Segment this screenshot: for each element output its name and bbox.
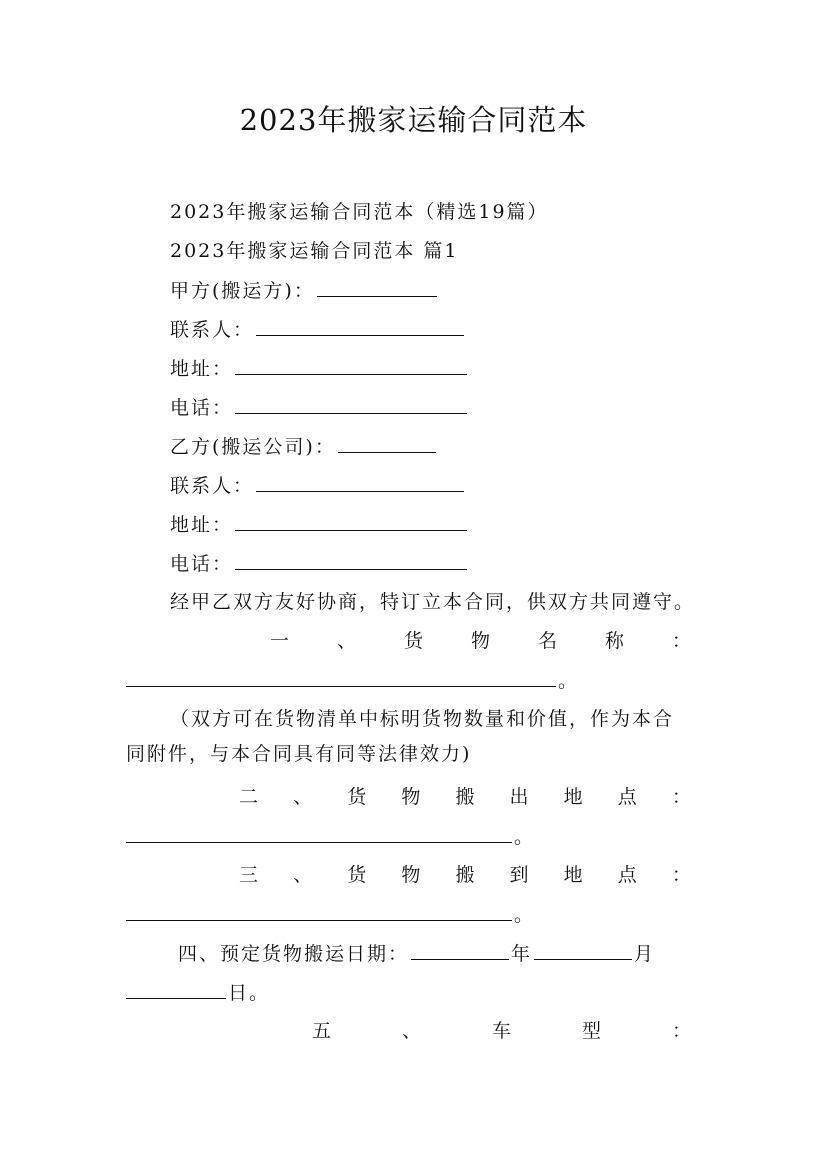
party-b-label: 乙方(搬运公司)： [170,436,336,458]
clause-5-char: 、 [401,1020,421,1042]
clause-2-char: 二 [239,786,259,808]
document-subtitle: 2023年搬家运输合同范本（精选19篇） [170,201,549,223]
clause-2-heading [126,783,691,811]
clause-3-blank [126,900,512,921]
clause-2-char: 、 [293,786,313,808]
document-title: 2023年搬家运输合同范本 [239,103,588,137]
party-b-address-label: 地址： [170,514,234,536]
clause-3-char: 到 [509,864,529,886]
clause-4-line [178,939,655,968]
clause-4-day: 日。 [228,982,271,1004]
clause-1-char: 名 [537,630,557,652]
party-b-address-blank [235,510,467,531]
party-a-label: 甲方(搬运方)： [170,280,315,302]
clause-3-end: 。 [514,904,536,926]
party-a-address-line [170,354,469,383]
party-a-contact-label: 联系人： [170,319,255,341]
clause-1-char: 一 [270,630,290,652]
clause-1-note-line-1: （双方可在货物清单中标明货物数量和价值，作为本合 [170,708,675,730]
party-a-line [170,276,439,305]
party-b-contact-blank [256,471,464,492]
clause-4-year: 年 [511,943,533,965]
party-b-blank [338,432,436,453]
clause-3-char: 地 [563,864,583,886]
clause-2-char: 点 [617,786,637,808]
party-b-phone-line [170,549,469,578]
clause-4-year-blank [411,939,509,960]
clause-4-day-blank [126,978,226,999]
party-a-contact-line [170,315,466,344]
party-b-contact-label: 联系人： [170,475,255,497]
clause-3-char: 、 [293,864,313,886]
clause-1-char: 货 [403,630,423,652]
clause-3-char: 物 [401,864,421,886]
clause-2-char: 出 [509,786,529,808]
clause-1-char: 称 [604,630,624,652]
clause-2-char: 搬 [455,786,475,808]
clause-4-label: 四、预定货物搬运日期： [178,943,410,965]
section-heading: 2023年搬家运输合同范本 篇1 [170,240,459,262]
party-b-line [170,432,438,461]
clause-1-blank [126,666,556,687]
clause-1-end: 。 [558,670,580,692]
clause-3-heading [126,861,691,889]
clause-4-month-blank [534,939,632,960]
party-a-blank [317,276,437,297]
clause-5-char: 车 [491,1020,511,1042]
party-b-contact-line [170,471,466,500]
party-a-phone-blank [235,393,467,414]
clause-1-char: ： [671,630,691,652]
clause-4-day-line [126,978,270,1007]
clause-1-blank-line [126,666,579,695]
clause-3-char: 点 [617,864,637,886]
party-b-phone-blank [235,549,467,570]
clause-5-char: 五 [312,1020,332,1042]
clause-3-char: 搬 [455,864,475,886]
party-a-address-blank [235,354,467,375]
clause-3-char: 货 [347,864,367,886]
party-a-phone-label: 电话： [170,397,234,419]
party-a-phone-line [170,393,469,422]
clause-2-blank-line [126,822,535,851]
intro-paragraph: 经甲乙双方友好协商，特订立本合同，供双方共同遵守。 [170,591,696,613]
clause-1-note-line-2: 同附件，与本合同具有同等法律效力) [126,743,472,765]
clause-5-char: ： [671,1020,691,1042]
party-a-address-label: 地址： [170,358,234,380]
clause-1-heading [126,627,691,655]
clause-2-end: 。 [514,826,536,848]
clause-2-blank [126,822,512,843]
clause-1-char: 物 [470,630,490,652]
clause-5-heading [126,1017,691,1045]
clause-3-char: ： [671,864,691,886]
clause-3-char: 三 [239,864,259,886]
clause-2-char: 货 [347,786,367,808]
party-b-address-line [170,510,469,539]
party-b-phone-label: 电话： [170,553,234,575]
clause-2-char: ： [671,786,691,808]
clause-3-blank-line [126,900,535,929]
clause-4-month: 月 [634,943,656,965]
clause-5-char: 型 [581,1020,601,1042]
clause-2-char: 物 [401,786,421,808]
clause-1-char: 、 [336,630,356,652]
clause-2-char: 地 [563,786,583,808]
party-a-contact-blank [256,315,464,336]
